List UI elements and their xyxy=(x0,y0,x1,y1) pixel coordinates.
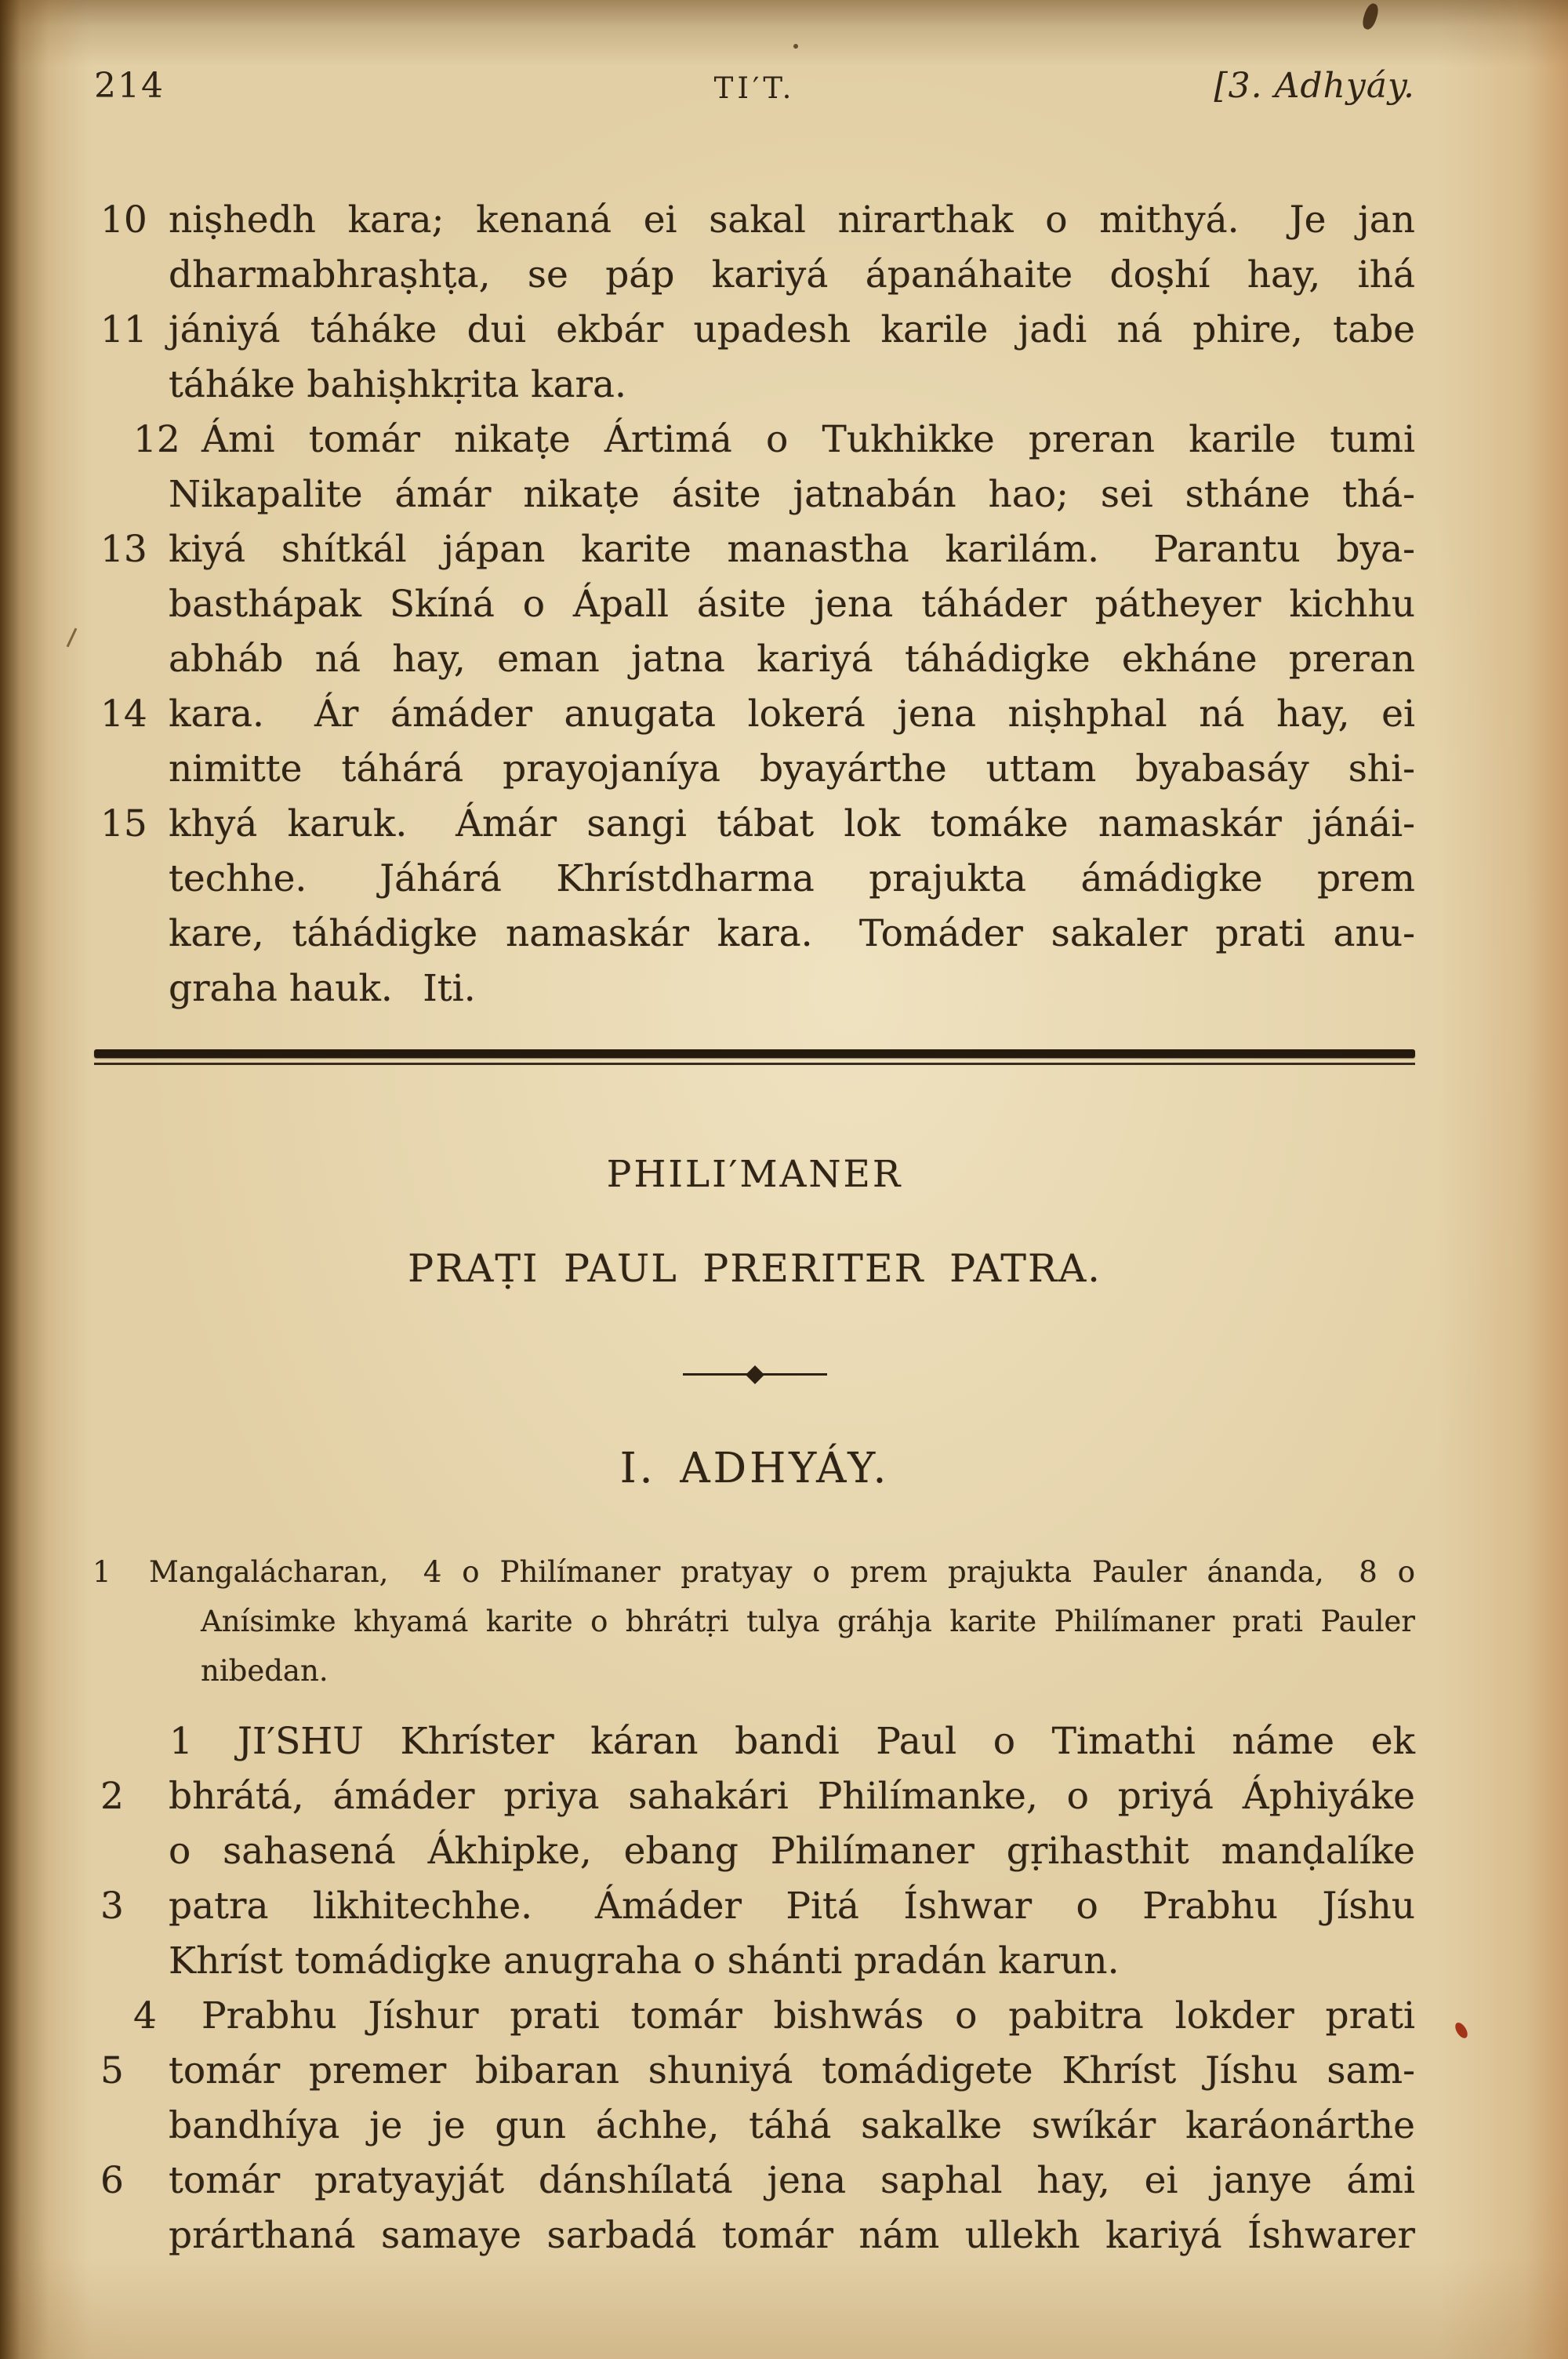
text-line: 14 kara. Ár ámáder anugata lokerá jena niṣhphal ná hay, ei xyxy=(169,687,1415,742)
verse-number: 11 xyxy=(100,308,147,351)
red-speck xyxy=(1453,2020,1470,2040)
text-line: Nikapalite ámár nikaṭe ásite jatnabán hao; sei stháne thá- xyxy=(169,473,1415,516)
page-number: 214 xyxy=(94,66,165,106)
chapter-reference: [3. Adhyáy. xyxy=(1214,66,1415,106)
text-line: prárthaná samaye sarbadá tomár nám ullekh kariyá Íshwarer xyxy=(169,2214,1415,2257)
verse-number: 3 xyxy=(100,1885,124,1928)
text-line: kare, táhádigke namaskár kara. Tomáder sakaler prati anu- xyxy=(169,912,1415,955)
text-line: nibedan. xyxy=(201,1654,328,1688)
text-line: Khríst tomádigke anugraha o shánti pradán karun. xyxy=(169,1939,1120,1983)
running-title: TI′T. xyxy=(713,71,796,105)
text-line: 1 JI′SHU Khríster káran bandi Paul o Timathi náme ek xyxy=(169,1714,1415,1769)
text-line: 6 tomár pratyayját dánshílatá jena saphal hay, ei janye ámi xyxy=(169,2154,1415,2208)
divider-thick-line xyxy=(94,1049,1415,1058)
verse-number: 12 xyxy=(133,418,180,461)
chapter-heading: I. ADHYÁY. xyxy=(619,1445,890,1492)
titus-chapter3-verses xyxy=(100,193,1415,1016)
book-title-line2: PRAṬI PAUL PRERITER PATRA. xyxy=(408,1246,1102,1291)
verse-number: 10 xyxy=(100,198,147,242)
text-line: graha hauk. Iti. xyxy=(169,967,476,1010)
verse-number: 1 xyxy=(93,1555,111,1589)
text-block xyxy=(94,0,1415,2263)
verse-number: 14 xyxy=(100,692,147,736)
page-header xyxy=(94,66,1415,111)
text-line: techhe. Jáhárá Khrístdharma prajukta ámádigke prem xyxy=(169,857,1415,900)
text-line: Anísimke khyamá karite o bhrátṛi tulya gráhja karite Philímaner prati Pauler xyxy=(201,1605,1415,1638)
text-line: basthápak Skíná o Ápall ásite jena táháder pátheyer kichhu xyxy=(169,583,1415,626)
text-line: 15 khyá karuk. Ámár sangi tábat lok tomáke namaskár jánái- xyxy=(169,797,1415,852)
verse-number: 4 xyxy=(133,1994,157,2037)
chapter-summary xyxy=(93,1547,1415,1696)
margin-mark xyxy=(67,628,78,648)
text-line: 4 Prabhu Jíshur prati tomár bishwás o pabitra lokder prati xyxy=(169,1989,1415,2044)
verse-number: 2 xyxy=(100,1775,124,1818)
text-line: 11 jániyá táháke dui ekbár upadesh karile jadi ná phire, tabe xyxy=(169,303,1415,358)
verse-number: 1 xyxy=(169,1720,193,1763)
ink-dot xyxy=(793,44,798,49)
text-line: 5 tomár premer bibaran shuniyá tomádigete Khríst Jíshu sam- xyxy=(169,2044,1415,2099)
verse-number: 13 xyxy=(100,528,147,571)
verse-number: 5 xyxy=(100,2049,124,2092)
text-line: 10 niṣhedh kara; kenaná ei sakal nirarthak o mithyá. Je jan xyxy=(169,193,1415,248)
text-line: nimitte táhárá prayojaníya byayárthe uttam byabasáy shi- xyxy=(169,747,1415,791)
philemon-chapter1-verses xyxy=(100,1714,1415,2263)
book-title-line1: PHILI′MANER xyxy=(606,1153,903,1196)
text-line: abháb ná hay, eman jatna kariyá táhádigke ekháne preran xyxy=(169,638,1415,681)
section-divider-rule xyxy=(94,1049,1415,1065)
text-line: dharmabhraṣhṭa, se páp kariyá ápanáhaite doṣhí hay, ihá xyxy=(169,253,1415,296)
diamond-icon xyxy=(745,1365,764,1384)
text-line: 3 patra likhitechhe. Ámáder Pitá Íshwar o Prabhu Jíshu xyxy=(169,1879,1415,1934)
text-line: 1 Mangalácharan, 4 o Philímaner pratyay o prem prajukta Pauler ánanda, 8 o xyxy=(149,1547,1415,1597)
verse-number: 15 xyxy=(100,802,147,845)
text-line: 13 kiyá shítkál jápan karite manastha karilám. Parantu bya- xyxy=(169,522,1415,577)
verse-number: 6 xyxy=(100,2159,124,2202)
text-line: o sahasená Ákhipke, ebang Philímaner gṛihasthit manḍalíke xyxy=(169,1830,1415,1873)
divider-thin-line xyxy=(94,1063,1415,1065)
text-line: bandhíya je je gun áchhe, táhá sakalke swíkár karáonárthe xyxy=(169,2104,1415,2147)
text-line: táháke bahiṣhkṛita kara. xyxy=(169,363,626,406)
text-line: 2 bhrátá, ámáder priya sahakári Philímanke, o priyá Áphiyáke xyxy=(169,1769,1415,1824)
text-line: 12 Ámi tomár nikaṭe Ártimá o Tukhikke preran karile tumi xyxy=(169,413,1415,467)
ornament-divider xyxy=(683,1366,827,1383)
